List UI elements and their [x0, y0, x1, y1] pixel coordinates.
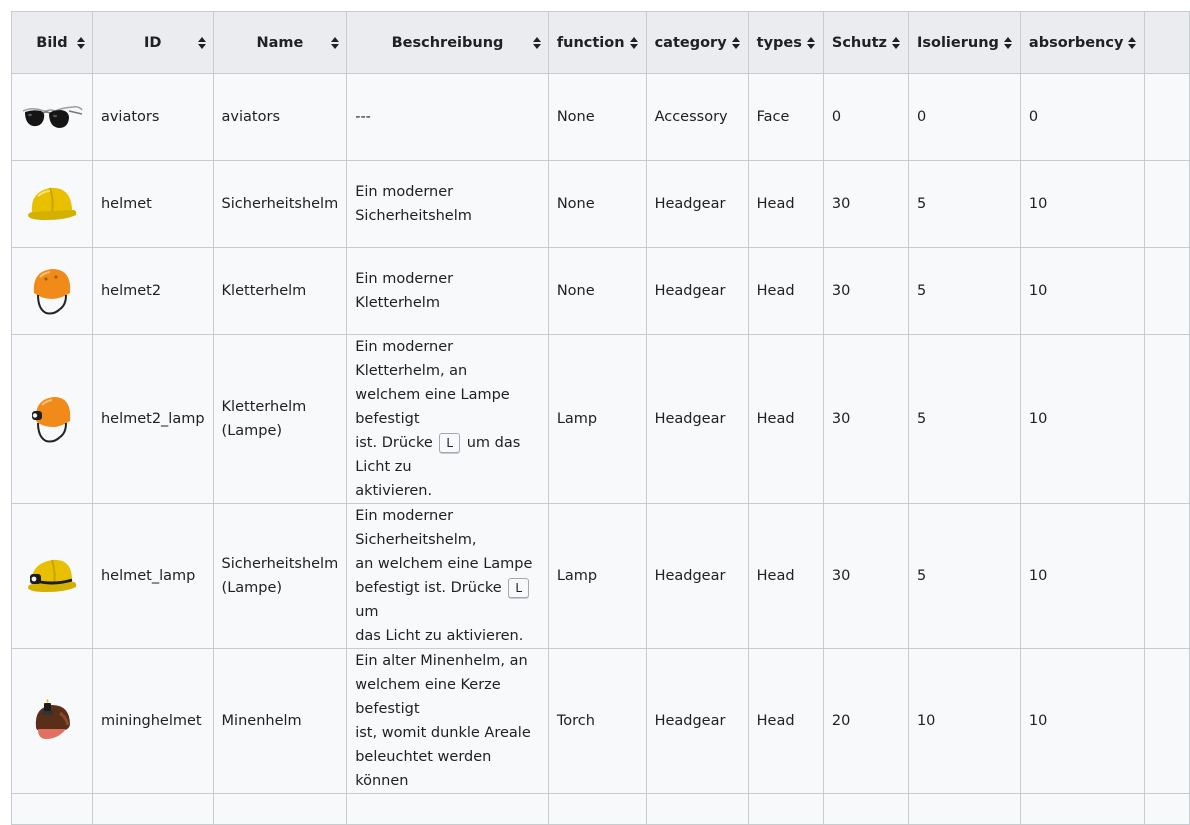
image-cell	[12, 794, 93, 825]
cell-category: Headgear	[646, 248, 748, 335]
cell-schutz: 20	[823, 649, 908, 794]
cell-function: None	[548, 248, 646, 335]
cell-function: Lamp	[548, 335, 646, 504]
cell-types: Head	[748, 335, 823, 504]
desc-line: das Licht zu aktivieren.	[355, 628, 524, 644]
table-row	[12, 248, 1190, 335]
cell-function: Lamp	[548, 504, 646, 649]
cell-description: ---	[347, 74, 549, 161]
column-header-id[interactable]	[92, 12, 213, 74]
sort-icon	[732, 37, 740, 49]
cell-schutz: 30	[823, 161, 908, 248]
cell-absorbency	[1020, 794, 1145, 825]
cell-description: Ein moderner Kletterhelm	[347, 248, 549, 335]
cell-description	[347, 504, 549, 649]
column-header-label: Bild	[36, 34, 68, 51]
cell-function: Torch	[548, 649, 646, 794]
mining-helmet-candle-icon	[30, 699, 74, 743]
cell-types: Face	[748, 74, 823, 161]
table-row	[12, 335, 1190, 504]
cell-name: aviators	[213, 74, 347, 161]
cell-category: Accessory	[646, 74, 748, 161]
cell-extra	[1145, 248, 1190, 335]
cell-schutz: 30	[823, 335, 908, 504]
table-row	[12, 74, 1190, 161]
desc-line: um das Licht zu	[355, 435, 521, 475]
cell-absorbency: 0	[1020, 74, 1145, 161]
cell-name	[213, 794, 347, 825]
cell-function: None	[548, 74, 646, 161]
cell-function: None	[548, 161, 646, 248]
desc-line: aktivieren.	[355, 483, 433, 499]
column-header-label: Name	[256, 34, 304, 51]
sort-icon	[1004, 37, 1012, 49]
sort-icon	[331, 37, 339, 49]
cell-extra	[1145, 161, 1190, 248]
cell-category	[646, 794, 748, 825]
cell-name: Minenhelm	[213, 649, 347, 794]
cell-name: Sicherheitshelm	[213, 161, 347, 248]
cell-types: Head	[748, 504, 823, 649]
cell-id: helmet	[92, 161, 213, 248]
cell-absorbency: 10	[1020, 335, 1145, 504]
cell-schutz: 30	[823, 504, 908, 649]
cell-isolierung: 5	[908, 335, 1020, 504]
cell-isolierung: 5	[908, 248, 1020, 335]
cell-id: aviators	[92, 74, 213, 161]
column-header-label: Beschreibung	[391, 34, 504, 51]
cell-absorbency: 10	[1020, 504, 1145, 649]
image-cell	[12, 161, 93, 248]
cell-types	[748, 794, 823, 825]
cell-isolierung: 5	[908, 504, 1020, 649]
desc-line: ist, womit dunkle Areale	[355, 725, 531, 741]
column-header-absorbency[interactable]	[1020, 12, 1145, 74]
image-cell	[12, 74, 93, 161]
orange-climbing-helmet-lamp-icon	[30, 393, 74, 445]
cell-extra	[1145, 504, 1190, 649]
column-header-name[interactable]	[213, 12, 347, 74]
sort-icon	[198, 37, 206, 49]
table-row	[12, 649, 1190, 794]
cell-description	[347, 649, 549, 794]
name-line: Sicherheitshelm	[221, 556, 339, 572]
cell-isolierung	[908, 794, 1020, 825]
desc-line: um	[355, 604, 379, 620]
cell-types: Head	[748, 649, 823, 794]
desc-line: Ein moderner Kletterhelm, an	[355, 339, 468, 379]
yellow-hard-hat-icon	[26, 182, 78, 226]
keyboard-key-l: L	[439, 433, 460, 453]
cell-description: Ein moderner Sicherheitshelm	[347, 161, 549, 248]
image-cell	[12, 649, 93, 794]
name-line: (Lampe)	[221, 580, 283, 596]
column-header-label: function	[556, 34, 625, 51]
desc-line: an welchem eine Lampe	[355, 556, 533, 572]
image-cell	[12, 248, 93, 335]
cell-category: Headgear	[646, 161, 748, 248]
sort-icon	[533, 37, 541, 49]
desc-line: befestigt ist. Drücke	[355, 580, 502, 596]
cell-extra	[1145, 794, 1190, 825]
cell-absorbency: 10	[1020, 161, 1145, 248]
cell-name	[213, 335, 347, 504]
column-header-bild[interactable]	[12, 12, 93, 74]
cell-extra	[1145, 74, 1190, 161]
cell-id	[92, 794, 213, 825]
cell-id: helmet2	[92, 248, 213, 335]
name-line: (Lampe)	[221, 423, 283, 439]
cell-types: Head	[748, 161, 823, 248]
column-header-isolierung[interactable]	[908, 12, 1020, 74]
table-header-row	[12, 12, 1190, 74]
column-header-label: Isolierung	[916, 34, 999, 51]
desc-line: beleuchtet werden können	[355, 749, 492, 789]
table-row	[12, 161, 1190, 248]
column-header-types[interactable]	[748, 12, 823, 74]
table-row	[12, 794, 1190, 825]
orange-climbing-helmet-icon	[30, 265, 74, 317]
aviator-sunglasses-icon	[21, 102, 83, 132]
cell-name	[213, 504, 347, 649]
cell-id: helmet_lamp	[92, 504, 213, 649]
sort-icon	[77, 37, 85, 49]
cell-id: helmet2_lamp	[92, 335, 213, 504]
cell-description	[347, 794, 549, 825]
column-header-extra[interactable]	[1145, 12, 1190, 74]
column-header-label: absorbency	[1028, 34, 1124, 51]
cell-isolierung: 10	[908, 649, 1020, 794]
cell-function	[548, 794, 646, 825]
cell-schutz: 0	[823, 74, 908, 161]
cell-absorbency: 10	[1020, 649, 1145, 794]
desc-line: Ein moderner Sicherheitshelm,	[355, 508, 477, 548]
cell-extra	[1145, 649, 1190, 794]
column-header-label: Schutz	[831, 34, 887, 51]
cell-category: Headgear	[646, 504, 748, 649]
yellow-hard-hat-lamp-icon	[26, 554, 78, 598]
column-header-beschreibung[interactable]	[347, 12, 549, 74]
cell-category: Headgear	[646, 335, 748, 504]
desc-line: welchem eine Kerze befestigt	[355, 677, 501, 717]
cell-extra	[1145, 335, 1190, 504]
image-cell	[12, 504, 93, 649]
cell-schutz: 30	[823, 248, 908, 335]
column-header-function[interactable]	[548, 12, 646, 74]
cell-isolierung: 0	[908, 74, 1020, 161]
sort-icon	[630, 37, 638, 49]
sort-icon	[807, 37, 815, 49]
desc-line: ist. Drücke	[355, 435, 433, 451]
column-header-label: types	[756, 34, 802, 51]
cell-name: Kletterhelm	[213, 248, 347, 335]
name-line: Kletterhelm	[221, 399, 307, 415]
sort-icon	[1128, 37, 1136, 49]
desc-line: Ein alter Minenhelm, an	[355, 653, 528, 669]
sort-icon	[892, 37, 900, 49]
column-header-schutz[interactable]	[823, 12, 908, 74]
cell-types: Head	[748, 248, 823, 335]
items-table	[11, 11, 1190, 825]
cell-category: Headgear	[646, 649, 748, 794]
cell-schutz	[823, 794, 908, 825]
table-row	[12, 504, 1190, 649]
cell-id: mininghelmet	[92, 649, 213, 794]
keyboard-key-l: L	[508, 578, 529, 598]
desc-line: welchem eine Lampe befestigt	[355, 387, 510, 427]
column-header-category[interactable]	[646, 12, 748, 74]
cell-absorbency: 10	[1020, 248, 1145, 335]
column-header-label: category	[654, 34, 727, 51]
cell-description	[347, 335, 549, 504]
cell-isolierung: 5	[908, 161, 1020, 248]
column-header-label: ID	[144, 34, 162, 51]
image-cell	[12, 335, 93, 504]
